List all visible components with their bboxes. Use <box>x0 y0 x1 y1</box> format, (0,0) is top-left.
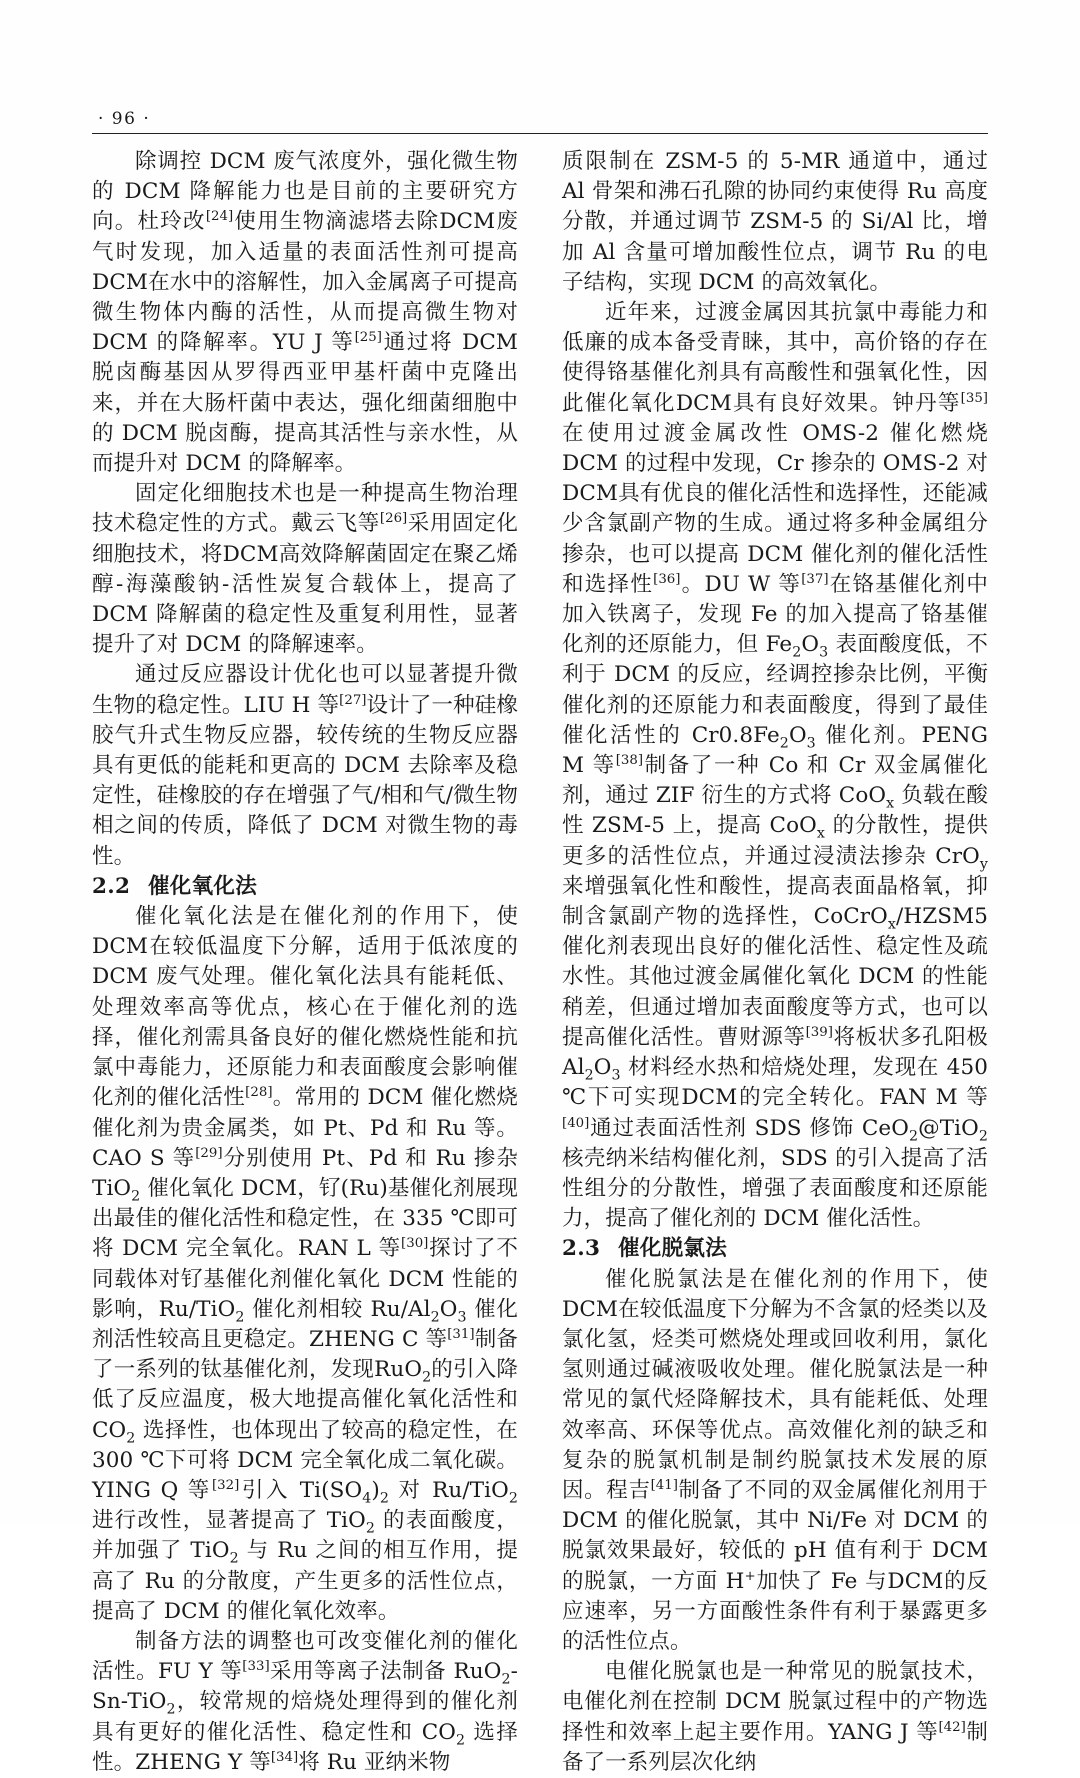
paragraph: 催化脱氯法是在催化剂的作用下，使DCM在较低温度下分解为不含氯的烃类以及氯化氢，烃类可燃烧处理或回收利用，氯化氢则通过碱液吸收处理。催化脱氯法是一种常见的氯代烃降解技术，具有能耗低、处理效率高、环保等优点。高效催化剂的缺乏和复杂的脱氯机制是制约脱氯技术发展的原因。程吉[41]制备了不同的双金属催化剂用于 DCM 的催化脱氯，其中 Ni/Fe 对 DCM 的脱氯效果最好，较低的 pH 值有利于 DCM 的脱氯，一方面 H+加快了 Fe 与DCM的反应速率，另一方面酸性条件有利于暴露更多的活性位点。 <box>562 1266 988 1654</box>
page-header <box>92 110 988 134</box>
header-divider <box>92 133 988 134</box>
section-title: 催化氧化法 <box>148 873 258 899</box>
paragraph: 电催化脱氯也是一种常见的脱氯技术，电催化剂在控制 DCM 脱氯过程中的产物选择性和效率上起主要作用。YANG J 等[42]制备了一系列层次化纳 <box>562 1659 989 1775</box>
paragraph: 近年来，过渡金属因其抗氯中毒能力和低廉的成本备受青睐，其中，高价铬的存在使得铬基催化剂具有高酸性和强氧化性，因此催化氧化DCM具有良好效果。钟丹等[35]在使用过渡金属改性 OMS-2 催化燃烧 DCM 的过程中发现，Cr 掺杂的 OMS-2 对DCM具有优良的催化活性和选择性，还能减少含氯副产物的生成。通过将多种金属组分掺杂，也可以提高 DCM 催化剂的催化活性和选择性[36]。DU W 等[37]在铬基催化剂中加入铁离子，发现 Fe 的加入提高了铬基催化剂的还原能力，但 $Fe_2O_3$ 表面酸度低，不利于 DCM 的反应，经调控掺杂比例，平衡催化剂的还原能力和表面酸度，得到了最佳催化活性的 $Cr0.8Fe_2O_3$ 催化剂。PENG M 等[38]制备了一种 Co 和 Cr 双金属催化剂，通过 ZIF 衍生的方式将 CoO$_x$ 负载在酸性 ZSM-5 上，提高 CoO$_x$ 的分散性，提供更多的活性位点，并通过浸渍法掺杂 CrO$_y$ 来增强氧化性和酸性，提高表面晶格氧，抑制含氯副产物的选择性，CoCrO$_x$/HZSM5 催化剂表现出良好的催化活性、稳定性及疏水性。其他过渡金属催化氧化 DCM 的性能稍差，但通过增加表面酸度等方式，也可以提高催化活性。曹财源等[39]将板状多孔阳极 $Al_2O_3$ 材料经水热和焙烧处理，发现在 450 ℃下可实现DCM的完全转化。FAN M 等[40]通过表面活性剂 SDS 修饰 CeO$_2$@TiO$_2$ 核壳纳米结构催化剂，SDS 的引入提高了活性组分的分散性，增强了表面酸度和还原能力，提高了催化剂的 DCM 催化活性。 <box>562 300 989 1232</box>
right-column <box>562 147 988 1778</box>
paragraph: 催化氧化法是在催化剂的作用下，使DCM在较低温度下分解，适用于低浓度的 DCM 废气处理。催化氧化法具有能耗低、处理效率高等优点，核心在于催化剂的选择，催化剂需具备良好的催化燃烧性能和抗氯中毒能力，还原能力和表面酸度会影响催化剂的催化活性[28]。常用的 DCM 催化燃烧催化剂为贵金属类，如 Pt、Pd 和 Ru 等。CAO S 等[29]分别使用 Pt、Pd 和 Ru 掺杂 TiO$_2$ 催化氧化 DCM，钌(Ru)基催化剂展现出最佳的催化活性和稳定性，在 335 ℃即可将 DCM 完全氧化。RAN L 等[30]探讨了不同载体对钌基催化剂催化氧化 DCM 性能的影响，Ru/TiO$_2$ 催化剂相较 $Ru/Al_2O_3$ 催化剂活性较高且更稳定。ZHENG C 等[31]制备了一系列的钛基催化剂，发现RuO$_2$的引入降低了反应温度，极大地提高催化氧化活性和 $CO_2$ 选择性，也体现出了较高的稳定性，在 300 ℃下可将 DCM 完全氧化成二氧化碳。YING Q 等[32]引入 $Ti(SO_4)_2$ 对 Ru/TiO$_2$ 进行改性，显著提高了 TiO$_2$ 的表面酸度，并加强了 TiO$_2$ 与 Ru 之间的相互作用，提高了 Ru 的分散度，产生更多的活性位点，提高了 DCM 的催化氧化效率。 <box>92 904 519 1624</box>
paragraph: 制备方法的调整也可改变催化剂的催化活性。FU Y 等[33]采用等离子法制备 RuO$_2$-Sn-TiO$_2$，较常规的焙烧处理得到的催化剂具有更好的催化活性、稳定性和 $CO_2$ 选择性。ZHENG Y 等[34]将 Ru 亚纳米物 <box>92 1628 518 1775</box>
section-heading-2-2 <box>92 872 518 902</box>
section-title: 催化脱氯法 <box>618 1236 728 1262</box>
paragraph: 通过反应器设计优化也可以显著提升微生物的稳定性。LIU H 等[27]设计了一种硅橡胶气升式生物反应器，较传统的生物反应器具有更低的能耗和更高的 DCM 去除率及稳定性，硅橡胶的存在增强了气/相和气/微生物相之间的传质，降低了 DCM 对微生物的毒性。 <box>92 662 518 869</box>
paragraph-continued: 质限制在 ZSM-5 的 5-MR 通道中，通过 Al 骨架和沸石孔隙的协同约束使得 Ru 高度分散，并通过调节 ZSM-5 的 Si/Al 比，增加 Al 含量可增加酸性位点，调节 Ru 的电子结构，实现 DCM 的高效氧化。 <box>562 149 988 295</box>
section-heading-2-3 <box>562 1234 988 1264</box>
page-number: · 96 · <box>98 109 151 129</box>
left-column <box>92 147 518 1778</box>
section-number: 2.2 <box>92 873 131 899</box>
paragraph: 固定化细胞技术也是一种提高生物治理技术稳定性的方式。戴云飞等[26]采用固定化细胞技术，将DCM高效降解菌固定在聚乙烯醇-海藻酸钠-活性炭复合载体上，提高了 DCM 降解菌的稳定性及重复利用性，显著提升了对 DCM 的降解速率。 <box>92 481 518 658</box>
paragraph: 除调控 DCM 废气浓度外，强化微生物的 DCM 降解能力也是目前的主要研究方向。杜玲改[24]使用生物滴滤塔去除DCM废气时发现，加入适量的表面活性剂可提高DCM在水中的溶解性，加入金属离子可提高微生物体内酶的活性，从而提高微生物对 DCM 的降解率。YU J 等[25]通过将 DCM 脱卤酶基因从罗得西亚甲基杆菌中克隆出来，并在大肠杆菌中表达，强化细菌细胞中的 DCM 脱卤酶，提高其活性与亲水性，从而提升对 DCM 的降解率。 <box>92 149 518 477</box>
section-number: 2.3 <box>562 1236 601 1262</box>
two-column-body <box>92 147 988 1778</box>
